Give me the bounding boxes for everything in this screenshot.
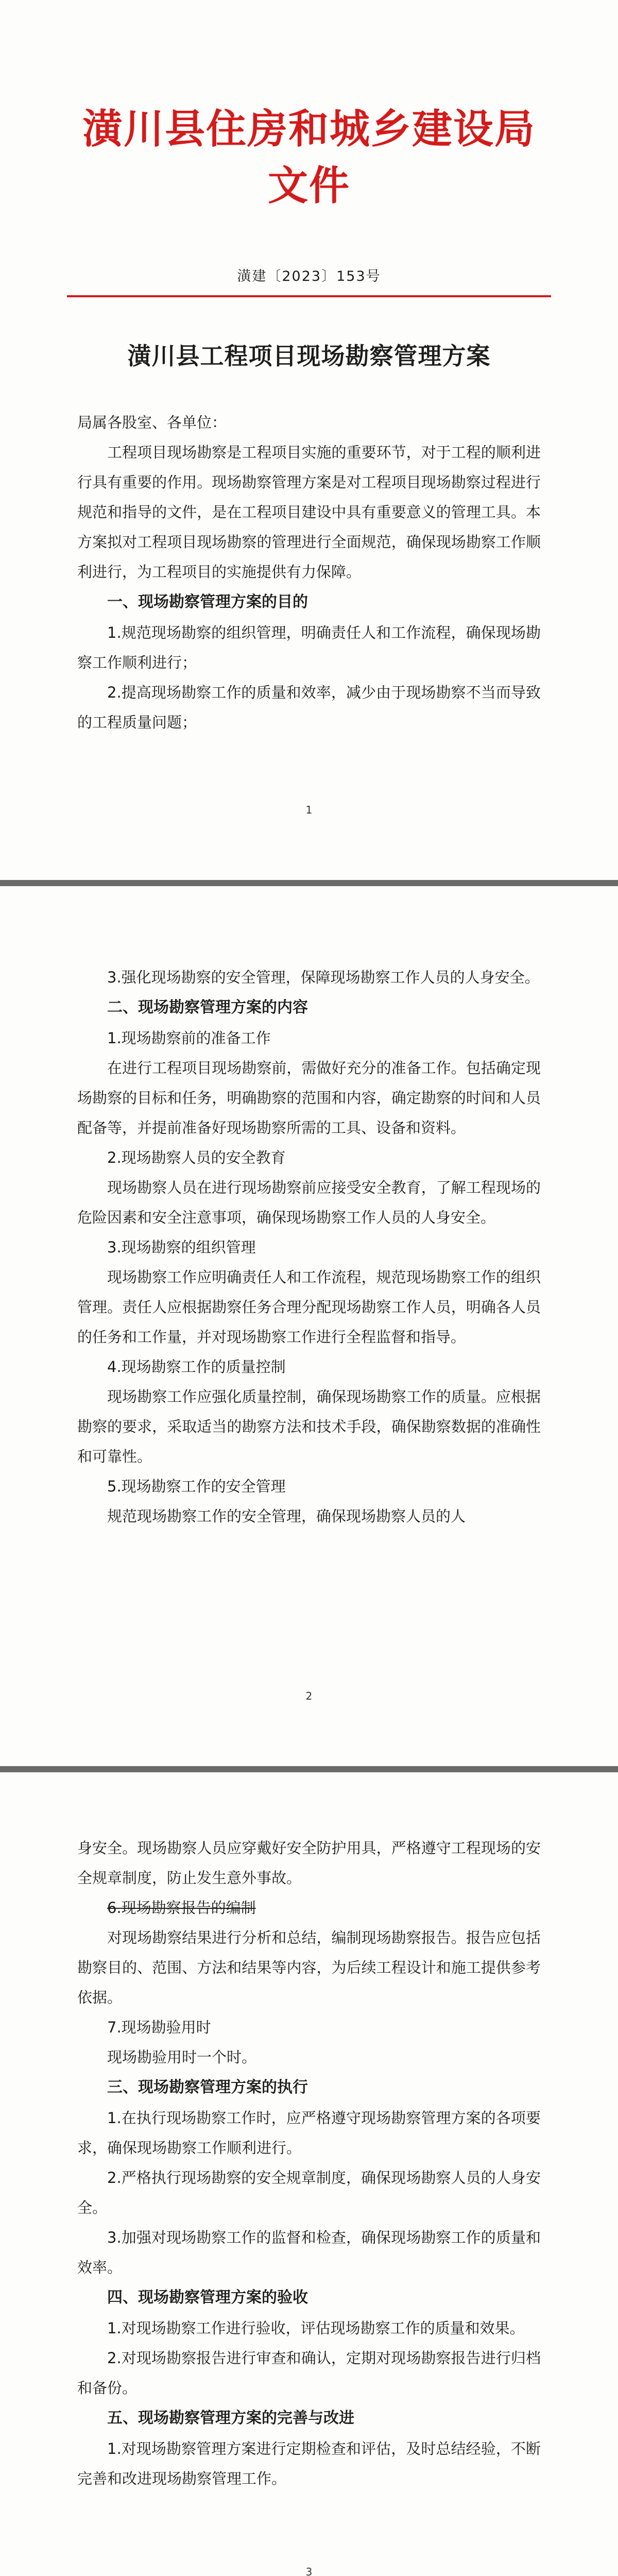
paragraph: 对现场勘察结果进行分析和总结，编制现场勘察报告。报告应包括勘察目的、范围、方法和结果等内容，为后续工程设计和施工提供参考依据。 (77, 1929, 541, 2006)
paragraph: 1.在执行现场勘察工作时，应严格遵守现场勘察管理方案的各项要求，确保现场勘察工作顺利进行。 (77, 2109, 541, 2157)
salutation: 局属各股室、各单位： (77, 414, 227, 431)
page-1 (0, 0, 618, 880)
document-title: 潢川县工程项目现场勘察管理方案 (127, 342, 491, 370)
paragraph: 3.强化现场勘察的安全管理，保障现场勘察工作人员的人身安全。 (107, 969, 540, 986)
paragraph: 7.现场勘验用时 (107, 2019, 211, 2036)
paragraph: 1.现场勘察前的准备工作 (107, 1029, 271, 1047)
paragraph: 2.提高现场勘察工作的质量和效率，减少由于现场勘察不当而导致的工程质量问题； (77, 684, 541, 731)
section-heading: 二、现场勘察管理方案的内容 (107, 998, 308, 1016)
section-heading: 五、现场勘察管理方案的完善与改进 (107, 2409, 354, 2427)
section-heading: 四、现场勘察管理方案的验收 (107, 2289, 308, 2307)
red-divider-line (67, 295, 551, 297)
page-3-body (77, 1772, 541, 2494)
page-1-body (77, 437, 541, 737)
paragraph: 现场勘察工作应强化质量控制，确保现场勘察工作的质量。应根据勘察的要求，采取适当的勘察方法和技术手段，确保勘察数据的准确性和可靠性。 (77, 1388, 541, 1465)
paragraph: 2.对现场勘察报告进行审查和确认，定期对现场勘察报告进行归档和备份。 (77, 2349, 541, 2397)
document-header-title: 潢川县住房和城乡建设局文件 (82, 106, 536, 209)
paragraph: 在进行工程项目现场勘察前，需做好充分的准备工作。包括确定现场勘察的目标和任务，明确勘察的范围和内容，确定勘察的时间和人员配备等，并提前准备好现场勘察所需的工具、设备和资料。 (77, 1059, 541, 1137)
paragraph: 2.现场勘察人员的安全教育 (107, 1149, 286, 1166)
paragraph: 5.现场勘察工作的安全管理 (107, 1478, 286, 1495)
section-heading: 一、现场勘察管理方案的目的 (107, 593, 308, 611)
page-number: 1 (305, 804, 313, 816)
paragraph: 1.对现场勘察管理方案进行定期检查和评估，及时总结经验，不断完善和改进现场勘察管理工作。 (77, 2440, 541, 2487)
page-number: 2 (305, 1690, 313, 1702)
paragraph: 3.加强对现场勘察工作的监督和检查，确保现场勘察工作的质量和效率。 (77, 2229, 541, 2276)
paragraph: 1.规范现场勘察的组织管理，明确责任人和工作流程，确保现场勘察工作顺利进行； (77, 624, 541, 671)
page-2-body (77, 886, 541, 1531)
page-number: 3 (305, 2566, 313, 2576)
page-3 (0, 1772, 618, 2576)
paragraph: 现场勘察人员在进行现场勘察前应接受安全教育，了解工程现场的危险因素和安全注意事项，确保现场勘察工作人员的人身安全。 (77, 1179, 541, 1226)
paragraph: 规范现场勘察工作的安全管理，确保现场勘察人员的人 (107, 1507, 466, 1525)
paragraph: 现场勘察工作应明确责任人和工作流程，规范现场勘察工作的组织管理。责任人应根据勘察任务合理分配现场勘察工作人员，明确各人员的任务和工作量，并对现场勘察工作进行全程监督和指导。 (77, 1268, 541, 1346)
paragraph: 3.现场勘察的组织管理 (107, 1239, 256, 1256)
paragraph: 4.现场勘察工作的质量控制 (107, 1358, 286, 1376)
paragraph: 工程项目现场勘察是工程项目实施的重要环节，对于工程的顺利进行具有重要的作用。现场勘察管理方案是对工程项目现场勘察过程进行规范和指导的文件，是在工程项目建设中具有重要意义的管理工具。本方案拟对工程项目现场勘察的管理进行全面规范，确保现场勘察工作顺利进行，为工程项目的实施提供有力保障。 (77, 444, 541, 581)
paragraph: 身安全。现场勘察人员应穿戴好安全防护用具，严格遵守工程现场的安全规章制度，防止发生意外事故。 (77, 1839, 541, 1887)
page-2 (0, 886, 618, 1766)
paragraph: 6.现场勘察报告的编制 (107, 1899, 256, 1917)
document-number: 潢建〔2023〕153号 (237, 268, 381, 284)
section-heading: 三、现场勘察管理方案的执行 (107, 2078, 308, 2096)
paragraph: 2.严格执行现场勘察的安全规章制度，确保现场勘察人员的人身安全。 (77, 2169, 541, 2216)
paragraph: 现场勘验用时一个时。 (107, 2048, 257, 2066)
paragraph: 1.对现场勘察工作进行验收，评估现场勘察工作的质量和效果。 (107, 2319, 525, 2337)
